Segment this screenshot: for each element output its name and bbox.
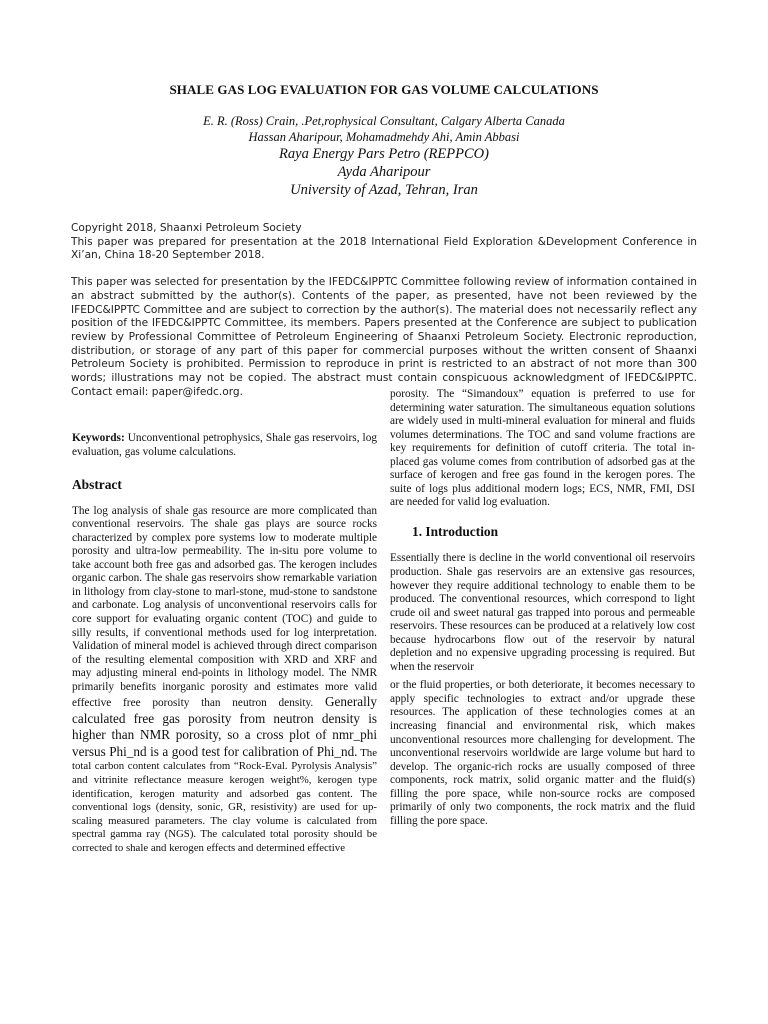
keywords [72,432,377,459]
author-line-1: E. R. (Ross) Crain, .Pet,rophysical Consultant, Calgary Alberta Canada [203,114,565,128]
abstract-heading: Abstract [72,477,122,493]
keywords-label: Keywords: [72,432,125,444]
intro-paragraph-2: or the fluid properties, or both deteriorate, it becomes necessary to apply specific technologies to extract and/or upgrade these resources. The application of these technologies comes at an increasing financial and environmental risk, which makes unconventional resources more challenging for development. The unconventional reservoirs worldwide are large volume but hard to develop. The organic-rich rocks are usually composed of three components, rock matrix, solid organic matter and the fluid(s) filling the pore space, while non-source rocks are composed primarily of only two components, the rock matrix and the fluid filling the pore space. [390,679,695,827]
abstract-continued: porosity. The “Simandoux” equation is preferred to use for determining water saturation. The simultaneous equation solutions are widely used in multi-mineral evaluation for mineral and fluids volumes determinations. The TOC and sand volume fractions are key requirements for definition of cutoff criteria. The total in-placed gas volume comes from contribution of adsorbed gas at the surface of kerogen and free gas found in the kerogen pores. The suite of logs plus additional modern logs; ECS, NMR, FMI, DSI are needed for valid log evaluation. [390,388,695,509]
paper-title: SHALE GAS LOG EVALUATION FOR GAS VOLUME CALCULATIONS [169,82,599,97]
abstract-part-2: Generally calculated free gas porosity from neutron density is higher than NMR porosity, so a cross plot of nmr_phi versus Phi_nd is a good test for calibration of Phi_nd. [72,694,377,759]
abstract-part-3: The total carbon content calculates from “Rock-Eval. Pyrolysis Analysis” and vitrinite reflectance measure kerogen weight%, kerogen type identification, kerogen maturity and adsorbed gas content. The conventional logs (density, sonic, GR, resistivity) are used for up-scaling measured parameters. The clay volume is calculated from spectral gamma ray (NGS). The calculated total porosity should be corrected to shale and kerogen effects and determined effective [72,746,377,854]
intro-paragraph-1: Essentially there is decline in the world conventional oil reservoirs production. Shale gas reservoirs are an extensive gas resources, however they require additional technology to enable them to be produced. The conventional resources, which correspond to light crude oil and sweet natural gas trapped into porous and permeable reservoirs. These resources can be produced at a relatively low cost because hydrocarbons flow out of the reservoir by natural depletion and no expensive upgrading processing is required. But when the reservoir [390,552,695,673]
right-column [390,388,695,828]
copyright-notice [71,222,697,399]
author-affiliation-2: University of Azad, Tehran, Iran [290,182,478,198]
author-affiliation-1: Raya Energy Pars Petro (REPPCO) [279,146,489,162]
introduction-heading: 1. Introduction [412,523,499,539]
abstract-body [72,505,377,856]
abstract-part-1: The log analysis of shale gas resource are more complicated than conventional reservoirs. The shale gas plays are source rocks characterized by complex pore systems low to moderate multiple porosity and ultra-low permeability. The in-situ pore volume to take account both free gas and adsorbed gas. The kerogen includes organic carbon. The shale gas reservoirs show remarkable variation in lithology from clay-stone to marl-stone, mud-stone to sandstone and carbonate. Log analysis of unconventional reservoirs calls for core support for evaluating organic content (TOC) and guide to silly results, if conventional methods used for log interpretation. Validation of mineral model is achieved through direct comparison of the resulting elemental composition with XRD and XRF and may adjusting mineral end-points in lithology model. The NMR primarily benefits inorganic porosity and estimates more valid effective free porosity than neutron density. [72,504,377,710]
author-line-2: Hassan Aharipour, Mohamadmehdy Ahi, Amin Abbasi [248,130,520,144]
prepared-note: This paper was prepared for presentation at the 2018 International Field Exploration &Development Conference in Xi’an, China 18-20 September 2018. [71,235,697,262]
left-column [72,432,377,855]
copyright-line: Copyright 2018, Shaanxi Petroleum Society [71,222,302,234]
selection-note: This paper was selected for presentation by the IFEDC&IPPTC Committee following review of information contained in an abstract submitted by the author(s). Contents of the paper, as presented, have not been reviewed by the IFEDC&IPPTC Committee and are subject to correction by the author(s). The material does not necessarily reflect any position of the IFEDC&IPPTC Committee, its members. Papers presented at the Conference are subject to publication review by Professional Committee of Petroleum Engineering of Shaanxi Petroleum Society. Electronic reproduction, distribution, or storage of any part of this paper for commercial purposes without the written consent of Shaanxi Petroleum Society is prohibited. Permission to reproduce in print is restricted to an abstract of not more than 300 words; illustrations may not be copied. The abstract must contain conspicuous acknowledgment of IFEDC&IPPTC. Contact email: paper@ifedc.org. [71,276,697,398]
author-line-3: Ayda Aharipour [337,164,431,180]
author-block [0,113,768,199]
keywords-text: Unconventional petrophysics, Shale gas reservoirs, log evaluation, gas volume calculations. [72,432,377,458]
